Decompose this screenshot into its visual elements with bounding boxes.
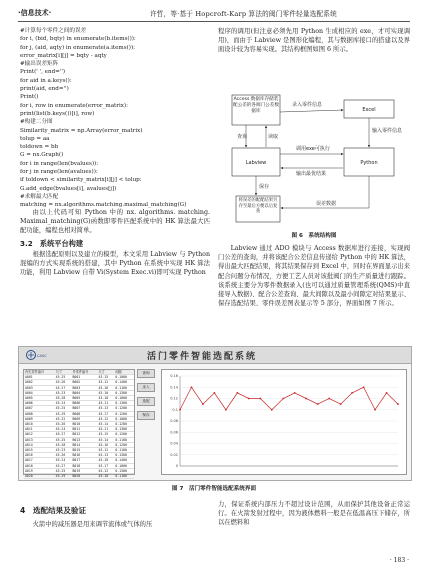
table-cell: 0.1300 (114, 427, 134, 432)
table-cell: 45.14 (98, 437, 115, 442)
table-cell: 45.10 (98, 390, 115, 395)
table-cell: A013 (24, 437, 55, 442)
data-point (259, 398, 261, 400)
table-cell: 0.1100 (114, 448, 134, 453)
table-cell: B014 (72, 442, 98, 447)
table-cell: 0.1000 (114, 375, 134, 380)
figure-6 (226, 92, 406, 227)
table-header-row (24, 370, 134, 375)
table-cell: 45.17 (98, 463, 115, 468)
label-query: 查询 (237, 134, 248, 140)
table-cell: A017 (24, 458, 55, 463)
data-point (374, 409, 376, 411)
table-cell: 0.1000 (114, 416, 134, 421)
casc-logo-icon (25, 349, 47, 361)
page-number: · 183 · (389, 557, 409, 564)
data-point (305, 398, 307, 400)
table-cell: A018 (24, 463, 55, 468)
table-cell: 45.15 (98, 375, 115, 380)
table-cell: 0.1200 (114, 422, 134, 427)
y-tick-label: 0.16 (170, 374, 178, 379)
table-cell: 45.18 (98, 474, 115, 479)
table-cell: B002 (72, 380, 98, 385)
y-tick-label: 0.14 (170, 385, 178, 390)
paragraph-ado: Labview 通过 ADO 模块与 Access 数据库进行连接，实现阀门公差的查询，并将该配合公差信息传递给 Python 中的 HK 算法，得出最大匹配结果，将其结果保存到 Excel 中，同时在界面显示出来配合问题分布情况，方便工艺人员对该批阀门的生产质量进行跟踪。该系统主要分为零件数据录入(也可以通过质量管理系统(QMS)中直接导入数据)、配合公差查询、最大间隙以及最小间隙定对结果显示、保存选配结果、零件误差图表显示等 5 部分，界面如图 7 所示。 (218, 245, 410, 308)
running-title: 许哲，等·基于 Hopcroft-Karp 算法的阀门零件轻量选配系统 (150, 10, 337, 18)
data-point (179, 409, 181, 411)
table-cell: B009 (72, 416, 98, 421)
y-tick-label: 0.06 (170, 430, 178, 435)
code-line: if toldown < similarity_matrix[i][j] < tolup: (20, 177, 142, 184)
code-line: #计算每个零件之间的误差 (20, 28, 87, 34)
figure-7-caption: 图 7 活门零件智能选配系统界面 (171, 486, 257, 492)
section-3-2-heading: 3.2 系统平台构建 (20, 238, 84, 248)
table-cell: 0.1100 (114, 474, 134, 479)
table-cell: 0.1300 (114, 453, 134, 458)
data-point (236, 392, 238, 394)
table-cell: B004 (72, 390, 98, 395)
code-line: print(list(b.keys())[i], row) (20, 110, 95, 117)
y-tick-label: 0.12 (170, 396, 178, 401)
table-cell: 45.23 (55, 448, 72, 453)
data-point (340, 403, 342, 405)
table-cell: B011 (72, 427, 98, 432)
table-cell: 45.12 (98, 416, 115, 421)
data-point (328, 398, 330, 400)
table-cell: 45.25 (55, 406, 72, 411)
data-point (397, 403, 399, 405)
table-cell: A011 (24, 427, 55, 432)
control-button[interactable]: 录入 (137, 383, 155, 392)
table-cell: 45.27 (55, 432, 72, 437)
y-tick-label: 0.08 (170, 419, 178, 424)
table-cell: 45.26 (55, 380, 72, 385)
code-line: for j in range(len(avalues)): (20, 169, 98, 176)
label-input: 录入零件信息 (292, 102, 323, 108)
table-cell: 45.24 (55, 458, 72, 463)
data-point (351, 392, 353, 394)
table-cell: 0.1000 (114, 463, 134, 468)
table-cell: B010 (72, 422, 98, 427)
figure-7-screenshot (18, 346, 412, 481)
table-cell: 45.15 (98, 432, 115, 437)
right-bottom-text (218, 244, 410, 308)
code-line: Print(' ', end='') (20, 69, 66, 76)
table-cell: 45.13 (98, 453, 115, 458)
table-cell: B012 (72, 432, 98, 437)
label-result: 输出最优结果 (296, 171, 327, 177)
table-cell: 45.12 (98, 448, 115, 453)
table-cell: 0.1200 (114, 432, 134, 437)
code-line: toldown = bb (20, 144, 59, 151)
table-cell: A015 (24, 448, 55, 453)
table-cell: 45.17 (98, 411, 115, 416)
table-cell: 45.28 (55, 396, 72, 401)
data-point (225, 409, 227, 411)
code-line: G.add_edge(bvalues[i], avalues[j]) (20, 185, 117, 192)
code-line: Print() (20, 94, 39, 101)
y-tick-label: 0 (175, 464, 178, 469)
section-4-right (218, 500, 410, 528)
table-cell: 0.1100 (114, 385, 134, 390)
error-chart-svg (162, 370, 406, 474)
table-cell: A001 (24, 375, 55, 380)
left-text (20, 208, 210, 277)
table-cell: A009 (24, 416, 55, 421)
y-tick-label: 0.1 (172, 407, 178, 412)
table-cell: 45.12 (98, 468, 115, 473)
data-point (248, 398, 250, 400)
table-cell: 45.18 (98, 396, 115, 401)
page-header (18, 7, 410, 21)
table-cell: 45.12 (98, 380, 115, 385)
table-cell: 0.1100 (114, 437, 134, 442)
table-cell: 45.25 (55, 437, 72, 442)
app-title: 活门零件智能选配系统 (147, 352, 258, 362)
code-line: matching = nx.algorithms.matching.maximal_matching(G) (20, 202, 187, 209)
code-line: print(aid, end='') (20, 86, 69, 93)
table-cell: 45.27 (55, 463, 72, 468)
table-cell: 0.1000 (114, 396, 134, 401)
arrow-input (280, 110, 343, 112)
code-line: error_matrix[i][j] = bqty - aqty (20, 52, 107, 59)
table-cell: 45.22 (55, 416, 72, 421)
app-banner (19, 347, 411, 364)
control-buttons (137, 369, 157, 473)
table-cell: 0.1300 (114, 401, 134, 406)
table-cell: B006 (72, 401, 98, 406)
table-cell: 45.13 (98, 406, 115, 411)
table-cell: A005 (24, 396, 55, 401)
table-cell: B005 (72, 396, 98, 401)
table-cell: 0.1400 (114, 458, 134, 463)
paragraph-labview: 程序的调用(但注意必须先用 Python 生成相应的 exe，才可实现调用)，而由于 Labview 是图形化编程，其与数据库接口的搭建以及界面设计较为容易实现。其结构框图如图 6 所示。 (218, 28, 410, 54)
code-line: for i, (bid, bqty) in enumerate(b.items()): (20, 36, 136, 43)
system-structure-diagram (226, 92, 406, 227)
table-cell: A020 (24, 474, 55, 479)
paragraph-code-summary: 由以上代码可知 Python 中的 nx. algorithms. matching. Maximal_matching(G)函数即零件匹配系统中的 HK 算法最大匹配功能，编程也相对简单。 (20, 209, 210, 235)
control-button[interactable]: 保存 (137, 411, 155, 420)
data-point (317, 403, 319, 405)
data-point (214, 392, 216, 394)
label-exec: 调用exe可执行 (296, 146, 330, 152)
table-cell: 45.23 (55, 390, 72, 395)
data-point (271, 409, 273, 411)
table-cell: 45.28 (55, 442, 72, 447)
figure-6-caption: 图 6 系统结构图 (291, 233, 337, 239)
table-cell: 45.29 (55, 474, 72, 479)
code-line: #构建二分图 (20, 119, 53, 126)
excel-label: Excel (362, 107, 376, 113)
table-cell: 45.24 (55, 401, 72, 406)
data-point (282, 398, 284, 400)
table-cell: 45.14 (98, 422, 115, 427)
table-cell: 0.1200 (114, 442, 134, 447)
table-body (24, 375, 134, 479)
code-line: Similarity_matrix = np.Array(error_matrix) (20, 127, 143, 134)
table-header-cell: 尺寸 (55, 370, 72, 375)
code-line: G = nx.Graph() (20, 152, 64, 159)
code-line: for i, row in enumerate(error_matrix): (20, 102, 128, 109)
table-cell: 45.26 (55, 422, 72, 427)
paragraph-reducer: 火箭中的减压器是用来调节流体或气体的压 (32, 521, 153, 528)
data-point (202, 403, 204, 405)
label-error-data: 误差数据 (316, 201, 337, 207)
save-result-label: 将误差的配配结果另存至最后方便以后复查 (238, 198, 278, 214)
table-header-cell: 间隙 (114, 370, 134, 375)
label-save: 保存 (259, 184, 270, 190)
table-cell: 0.1200 (114, 411, 134, 416)
labview-label: Labview (245, 160, 267, 166)
svg-text:CASC: CASC (37, 354, 47, 358)
paragraph-platform: 根据选配原则以及建立的模型，本文采用 Labview 与 Python 混编的方式实现系统的搭建，其中 Python 在系统中实现 HK 算法功能，利用 Labview 自带 Vi(System Exec.vi)即可实现 Python (20, 250, 210, 277)
table-cell: B019 (72, 468, 98, 473)
section-4-left (20, 520, 210, 529)
code-line: for j, (aid, aqty) in enumerate(a.items()): (20, 44, 136, 51)
section-4-heading: 4 选配结果及验证 (20, 506, 87, 515)
table-cell: B020 (72, 474, 98, 479)
table-cell: A010 (24, 422, 55, 427)
table-cell: 0.1400 (114, 380, 134, 385)
table-cell: A014 (24, 442, 55, 447)
code-line: for i in range(len(bvalues)): (20, 160, 99, 167)
table-header-cell: 外零件编号 (72, 370, 98, 375)
table-cell: A008 (24, 411, 55, 416)
data-point (363, 386, 365, 388)
table-cell: B017 (72, 458, 98, 463)
code-line: tolup = aa (20, 135, 50, 142)
y-tick-label: 0.04 (170, 441, 178, 446)
table-row (24, 474, 134, 479)
right-top-text (218, 27, 410, 55)
table-cell: 45.11 (98, 401, 115, 406)
table-cell: A016 (24, 453, 55, 458)
control-button[interactable]: 选配 (137, 397, 155, 406)
table-cell: B016 (72, 453, 98, 458)
table-cell: 45.26 (55, 453, 72, 458)
table-cell: B007 (72, 406, 98, 411)
code-line: #求解最大匹配 (20, 193, 59, 200)
data-point (386, 392, 388, 394)
table-cell: 45.16 (98, 442, 115, 447)
data-point (294, 392, 296, 394)
journal-section: ·信息技术· (18, 9, 52, 17)
code-listing (20, 27, 210, 210)
code-line: for aid in a.keys(): (20, 77, 72, 84)
table-cell: 45.10 (98, 458, 115, 463)
table-cell: 45.25 (55, 375, 72, 380)
data-point (191, 386, 193, 388)
table-cell: 45.16 (98, 385, 115, 390)
header-rule (18, 21, 410, 22)
control-button[interactable]: 查询 (137, 369, 155, 378)
table-cell: 45.24 (55, 427, 72, 432)
table-cell: A007 (24, 406, 55, 411)
table-cell: 45.25 (55, 468, 72, 473)
parts-table (23, 369, 135, 479)
table-cell: A006 (24, 401, 55, 406)
table-cell: B008 (72, 411, 98, 416)
table-cell: 0.1300 (114, 468, 134, 473)
table-cell: 0.1200 (114, 406, 134, 411)
access-db-label: Access 数据库存储装配公差的各阀门公差数据库 (233, 97, 279, 114)
table-cell: B015 (72, 448, 98, 453)
table-cell: A012 (24, 432, 55, 437)
table-cell: B003 (72, 385, 98, 390)
table-cell: B001 (72, 375, 98, 380)
table-cell: 45.29 (55, 411, 72, 416)
label-fetch: 读取 (268, 134, 279, 140)
paragraph-pressure: 力，保证系统内部压力不超过设计范围，从而保护其他设备正常运行。在火箭发射过程中，因为液体燃料一般是在低温高压下储存，所以在燃料和 (218, 501, 410, 527)
y-tick-label: 0.02 (170, 452, 178, 457)
code-line: #输出误差矩阵 (20, 61, 59, 68)
table-cell: B013 (72, 437, 98, 442)
table-header-cell: 内孔零件编号 (24, 370, 55, 375)
error-chart (161, 369, 407, 475)
table-cell: A004 (24, 390, 55, 395)
table-cell: A019 (24, 468, 55, 473)
table-cell: A003 (24, 385, 55, 390)
table-cell: A002 (24, 380, 55, 385)
label-out: 输入零件信息 (372, 128, 403, 134)
table-cell: 45.27 (55, 385, 72, 390)
table-cell: 0.1300 (114, 390, 134, 395)
table-cell: B018 (72, 463, 98, 468)
table-cell: 45.11 (98, 427, 115, 432)
table-header-cell: 尺寸 (98, 370, 115, 375)
python-label: Python (360, 160, 378, 166)
